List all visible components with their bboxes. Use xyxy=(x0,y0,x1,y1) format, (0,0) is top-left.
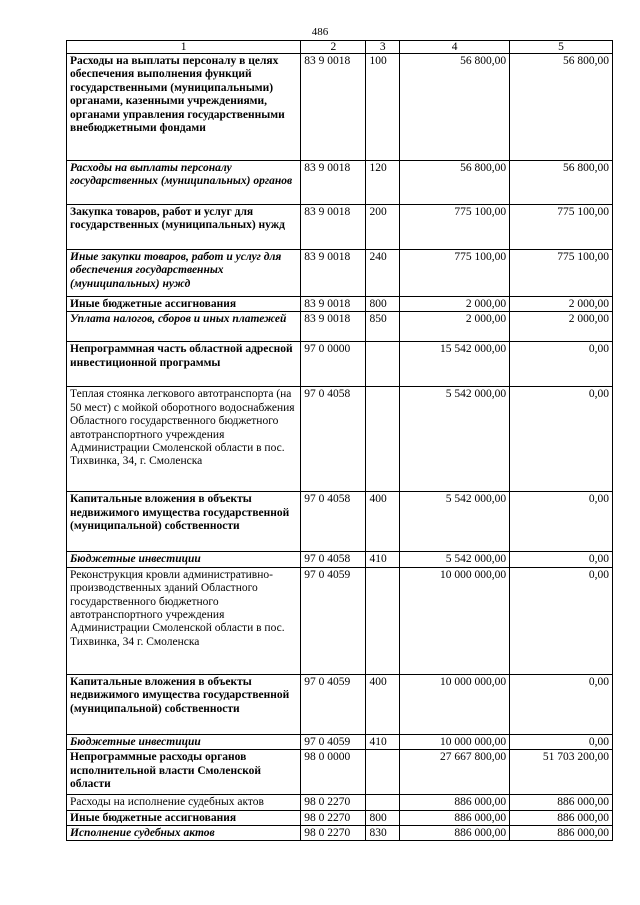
budget-table-body xyxy=(67,41,613,841)
row-type-cell: 400 xyxy=(366,492,400,552)
row-value2-cell: 886 000,00 xyxy=(510,795,613,810)
row-code-cell: 98 0 2270 xyxy=(301,810,366,825)
row-value-cell: 775 100,00 xyxy=(400,250,510,297)
row-value-cell: 15 542 000,00 xyxy=(400,342,510,387)
table-row xyxy=(67,552,613,567)
row-type-cell: 850 xyxy=(366,312,400,342)
row-name-cell: Расходы на выплаты персоналу в целях обеспечения выполнения функций государственными (муниципальными) органами, казенными учреждениями, органами управления государственными внебюджетными фондами xyxy=(67,54,301,161)
row-value-cell: 10 000 000,00 xyxy=(400,734,510,749)
row-code-cell: 83 9 0018 xyxy=(301,205,366,250)
row-code-cell: 98 0 2270 xyxy=(301,795,366,810)
table-row xyxy=(67,734,613,749)
row-value-cell: 5 542 000,00 xyxy=(400,492,510,552)
row-value-cell: 27 667 800,00 xyxy=(400,750,510,795)
row-code-cell: 98 0 2270 xyxy=(301,826,366,841)
row-code-cell: 83 9 0018 xyxy=(301,250,366,297)
row-type-cell xyxy=(366,387,400,492)
row-value-cell: 5 542 000,00 xyxy=(400,387,510,492)
row-value2-cell: 775 100,00 xyxy=(510,205,613,250)
row-name-cell: Непрограммные расходы органов исполнительной власти Смоленской области xyxy=(67,750,301,795)
table-row xyxy=(67,342,613,387)
row-value-cell: 2 000,00 xyxy=(400,312,510,342)
row-value-cell: 775 100,00 xyxy=(400,205,510,250)
row-value2-cell: 0,00 xyxy=(510,674,613,734)
row-value2-cell: 0,00 xyxy=(510,387,613,492)
row-value2-cell: 0,00 xyxy=(510,552,613,567)
row-code-cell: 97 0 4058 xyxy=(301,387,366,492)
table-row xyxy=(67,826,613,841)
row-type-cell xyxy=(366,567,400,674)
row-name-cell: Исполнение судебных актов xyxy=(67,826,301,841)
table-row xyxy=(67,54,613,161)
row-name-cell: Реконструкция кровли административно-производственных зданий Областного государственного бюджетного автотранспортного учреждения Администрации Смоленской области в пос. Тихвинка, 34 г. Смоленска xyxy=(67,567,301,674)
row-value-cell: 56 800,00 xyxy=(400,54,510,161)
row-name-cell: Бюджетные инвестиции xyxy=(67,734,301,749)
table-row xyxy=(67,750,613,795)
header-col-1: 1 xyxy=(67,41,301,54)
row-code-cell: 83 9 0018 xyxy=(301,161,366,205)
row-type-cell: 400 xyxy=(366,674,400,734)
table-row xyxy=(67,567,613,674)
row-code-cell: 97 0 4058 xyxy=(301,492,366,552)
row-value2-cell: 2 000,00 xyxy=(510,312,613,342)
row-value2-cell: 56 800,00 xyxy=(510,161,613,205)
row-name-cell: Непрограммная часть областной адресной инвестиционной программы xyxy=(67,342,301,387)
row-name-cell: Расходы на выплаты персоналу государственных (муниципальных) органов xyxy=(67,161,301,205)
row-type-cell: 100 xyxy=(366,54,400,161)
row-code-cell: 97 0 0000 xyxy=(301,342,366,387)
row-value2-cell: 886 000,00 xyxy=(510,810,613,825)
header-col-4: 4 xyxy=(400,41,510,54)
header-col-5: 5 xyxy=(510,41,613,54)
row-code-cell: 97 0 4059 xyxy=(301,734,366,749)
row-value-cell: 886 000,00 xyxy=(400,795,510,810)
page-number: 486 xyxy=(311,26,329,38)
row-type-cell xyxy=(366,342,400,387)
row-code-cell: 97 0 4059 xyxy=(301,674,366,734)
row-name-cell: Иные бюджетные ассигнования xyxy=(67,297,301,312)
row-name-cell: Уплата налогов, сборов и иных платежей xyxy=(67,312,301,342)
row-code-cell: 83 9 0018 xyxy=(301,54,366,161)
row-name-cell: Иные бюджетные ассигнования xyxy=(67,810,301,825)
row-code-cell: 83 9 0018 xyxy=(301,297,366,312)
table-row xyxy=(67,810,613,825)
row-value-cell: 10 000 000,00 xyxy=(400,674,510,734)
row-type-cell xyxy=(366,795,400,810)
table-row xyxy=(67,492,613,552)
row-name-cell: Иные закупки товаров, работ и услуг для обеспечения государственных (муниципальных) нужд xyxy=(67,250,301,297)
row-code-cell: 83 9 0018 xyxy=(301,312,366,342)
header-col-2: 2 xyxy=(301,41,366,54)
row-type-cell: 240 xyxy=(366,250,400,297)
row-code-cell: 97 0 4059 xyxy=(301,567,366,674)
row-type-cell: 800 xyxy=(366,810,400,825)
table-row xyxy=(67,674,613,734)
table-row xyxy=(67,205,613,250)
row-value-cell: 56 800,00 xyxy=(400,161,510,205)
row-value-cell: 886 000,00 xyxy=(400,826,510,841)
row-value-cell: 5 542 000,00 xyxy=(400,552,510,567)
row-value-cell: 10 000 000,00 xyxy=(400,567,510,674)
row-value-cell: 886 000,00 xyxy=(400,810,510,825)
row-value2-cell: 775 100,00 xyxy=(510,250,613,297)
row-name-cell: Капитальные вложения в объекты недвижимого имущества государственной (муниципальной) собственности xyxy=(67,492,301,552)
row-code-cell: 97 0 4058 xyxy=(301,552,366,567)
table-row xyxy=(67,795,613,810)
table-row xyxy=(67,250,613,297)
table-row xyxy=(67,312,613,342)
row-value2-cell: 0,00 xyxy=(510,734,613,749)
row-type-cell: 200 xyxy=(366,205,400,250)
row-name-cell: Бюджетные инвестиции xyxy=(67,552,301,567)
row-value2-cell: 56 800,00 xyxy=(510,54,613,161)
table-row xyxy=(67,297,613,312)
row-type-cell: 120 xyxy=(366,161,400,205)
row-type-cell: 410 xyxy=(366,552,400,567)
row-value2-cell: 2 000,00 xyxy=(510,297,613,312)
row-value-cell: 2 000,00 xyxy=(400,297,510,312)
table-header-row xyxy=(67,41,613,54)
row-name-cell: Закупка товаров, работ и услуг для государственных (муниципальных) нужд xyxy=(67,205,301,250)
row-value2-cell: 0,00 xyxy=(510,342,613,387)
row-type-cell xyxy=(366,750,400,795)
table-row xyxy=(67,387,613,492)
row-value2-cell: 886 000,00 xyxy=(510,826,613,841)
row-name-cell: Теплая стоянка легкового автотранспорта (на 50 мест) с мойкой оборотного водоснабжения Областного государственного бюджетного автотранспортного учреждения Администрации Смоленской области в пос. Тихвинка, 34, г. Смоленска xyxy=(67,387,301,492)
row-code-cell: 98 0 0000 xyxy=(301,750,366,795)
row-type-cell: 800 xyxy=(366,297,400,312)
row-value2-cell: 0,00 xyxy=(510,567,613,674)
row-value2-cell: 0,00 xyxy=(510,492,613,552)
row-type-cell: 410 xyxy=(366,734,400,749)
row-value2-cell: 51 703 200,00 xyxy=(510,750,613,795)
row-name-cell: Капитальные вложения в объекты недвижимого имущества государственной (муниципальной) собственности xyxy=(67,674,301,734)
row-name-cell: Расходы на исполнение судебных актов xyxy=(67,795,301,810)
table-row xyxy=(67,161,613,205)
header-col-3: 3 xyxy=(366,41,400,54)
budget-table xyxy=(66,40,613,841)
row-type-cell: 830 xyxy=(366,826,400,841)
